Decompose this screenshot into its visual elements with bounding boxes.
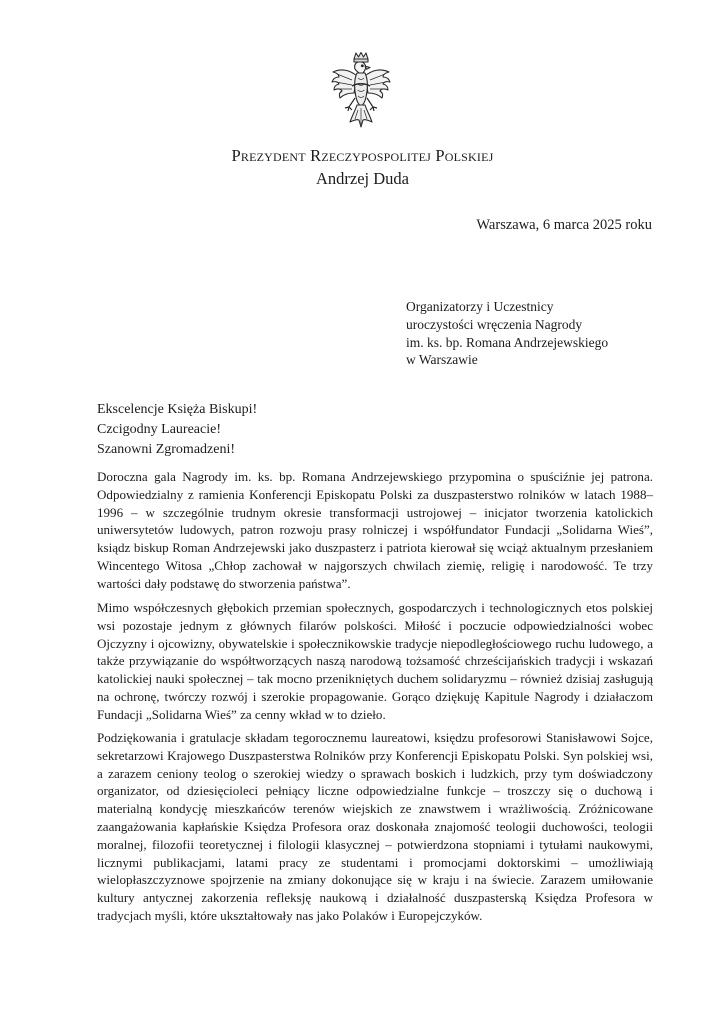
recipient-line: w Warszawie xyxy=(406,352,478,368)
salutation xyxy=(97,400,257,460)
recipient-line: Organizatorzy i Uczestnicy xyxy=(406,299,554,314)
salutation-line: Ekscelencje Księża Biskupi! xyxy=(97,402,258,417)
body-paragraph: Podziękowania i gratulacje składam tegorocznemu laureatowi, księdzu profesorowi Stanisławowi Sojce, sekretarzowi Krajowego Duszpasterstwa Rolników przy Konferencji Episkopatu Polski. Syn polskiej wsi, a zarazem ceniony teolog o szerokiej wiedzy o sprawach boskich i ludzkich, przy tym doświadczony organizator, od dziesięcioleci pełniący liczne odpowiedzialne funkcje – troszczy się o duchową i materialną kondycję mieszkańców terenów wiejskich ze znawstwem i wrażliwością. Zróżnicowane zaangażowania kapłańskie Księdza Profesora oraz doskonała znajomość teologii duchowości, teologii moralnej, filozofii teoretycznej i filologii klasycznej – potwierdzona stopniami i tytułami naukowymi, licznymi publikacjami, latami pracy ze studentami i promocjami doktorskimi – umożliwiają wielopłaszczyznowe spojrzenie na zmiany dokonujące się w kraju i na świecie. Zarazem umiłowanie kultury antycznej zakorzenia refleksję naukową i działalność duszpasterską Księdza Profesora w tradycjach myśli, które ukształtowały nas jako Polaków i Europejczyków. xyxy=(97,730,653,923)
body-paragraph: Mimo współczesnych głębokich przemian społecznych, gospodarczych i technologicznych etos polskiej wsi pozostaje jednym z głównych filarów polskości. Miłość i poczucie odpowiedzialności wobec Ojczyzny i ojcowizny, obywatelskie i społecznikowskie tradycje niepodległościowego ruchu ludowego, a także przywiązanie do współtworzących naszą narodową tożsamość chrześcijańskich tradycji i wskazań katolickiej nauki społecznej – tak mocno przenikniętych duchem solidaryzmu – również dzisiaj zasługują na ochronę, twórczy rozwój i szerokie propagowanie. Gorąco dziękuję Kapitule Nagrody i działaczom Fundacji „Solidarna Wieś” za cenny wkład w to dzieło. xyxy=(97,600,653,722)
recipient-line: im. ks. bp. Romana Andrzejewskiego xyxy=(406,334,609,350)
recipient-address xyxy=(406,298,666,369)
salutation-line: Czcigodny Laureacie! xyxy=(97,422,221,437)
recipient-line: uroczystości wręczenia Nagrody xyxy=(406,316,583,332)
eagle-emblem-icon xyxy=(330,52,392,128)
president-name: Andrzej Duda xyxy=(315,169,409,188)
body-paragraph: Doroczna gala Nagrody im. ks. bp. Romana Andrzejewskiego przypomina o spuściźnie jej patrona. Odpowiedzialny z ramienia Konferencji Episkopatu Polski za duszpasterstwo rolników w latach 1988–1996 – w szczególnie trudnym okresie transformacji ustrojowej – inicjator tworzenia katolickich uniwersytetów ludowych, patron rozwoju prasy rolniczej i współfundator Fundacji „Solidarna Wieś”, ksiądz biskup Roman Andrzejewski jako duszpasterz i patriota kierował się wciąż aktualnym przesłaniem Wincentego Witosa „Chłop zachował w najgorszych chwilach ziemię, religię i narodowość. Te trzy wartości dały podstawę do stworzenia państwa”. xyxy=(97,469,653,591)
letter-date: Warszawa, 6 marca 2025 roku xyxy=(476,217,652,233)
salutation-line: Szanowni Zgromadzeni! xyxy=(97,442,236,457)
president-title: Prezydent Rzeczypospolitej Polskiej xyxy=(231,146,494,165)
